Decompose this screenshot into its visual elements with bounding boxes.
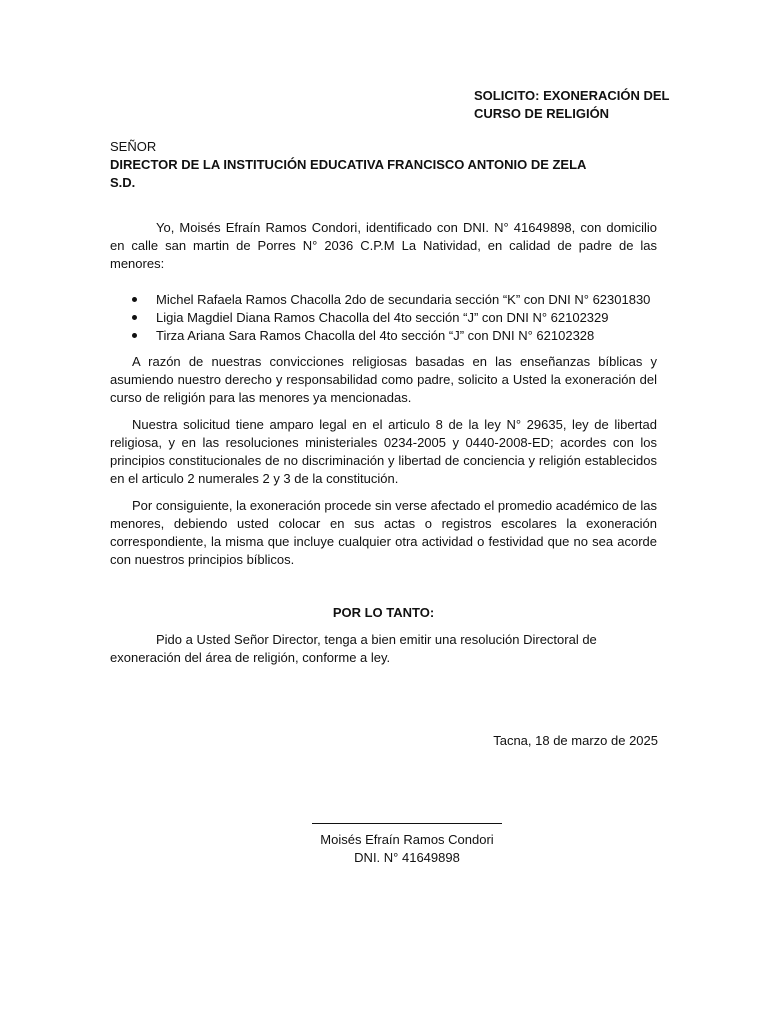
date-line: Tacna, 18 de marzo de 2025: [493, 733, 658, 748]
bullet-icon: [132, 315, 137, 320]
addressee-title: DIRECTOR DE LA INSTITUCIÓN EDUCATIVA FRANCISCO ANTONIO DE ZELA: [110, 157, 587, 172]
subject-line-2: CURSO DE RELIGIÓN: [474, 106, 610, 121]
reasons-paragraph: A razón de nuestras convicciones religiosas basadas en las enseñanzas bíblicas y asumiendo nuestro derecho y responsabilidad como padre, solicito a Usted la exoneración del curso de religión para las menores ya mencionadas.: [110, 354, 657, 405]
signature-line: [312, 823, 502, 824]
signature-block: [297, 831, 517, 867]
list-item: [132, 309, 672, 327]
list-item: [132, 291, 672, 309]
legal-basis-paragraph: Nuestra solicitud tiene amparo legal en el articulo 8 de la ley N° 29635, ley de libertad religiosa, y en las resoluciones ministeriales 0234-2005 y 0440-2008-ED; acordes con los principios constitucionales de no discriminación y libertad de conciencia y religión establecidos en el articulo 2 numerales 2 y 3 de la constitución.: [110, 417, 657, 486]
subject-line-1: SOLICITO: EXONERACIÓN DEL: [474, 88, 670, 103]
minor-entry: Michel Rafaela Ramos Chacolla 2do de secundaria sección “K” con DNI N° 62301830: [156, 292, 651, 307]
list-item: [132, 327, 672, 345]
bullet-icon: [132, 333, 137, 338]
subject-block: [474, 87, 674, 123]
request-paragraph: Pido a Usted Señor Director, tenga a bien emitir una resolución Directoral de exoneración del área de religión, conforme a ley.: [110, 632, 597, 665]
addressee-sd: S.D.: [110, 175, 136, 190]
addressee-block: [110, 138, 670, 192]
minor-entry: Tirza Ariana Sara Ramos Chacolla del 4to sección “J” con DNI N° 62102328: [156, 328, 595, 343]
minors-list: [132, 291, 672, 345]
minor-entry: Ligia Magdiel Diana Ramos Chacolla del 4to sección “J” con DNI N° 62102329: [156, 310, 609, 325]
intro-paragraph: Yo, Moisés Efraín Ramos Condori, identificado con DNI. N° 41649898, con domicilio en calle san martin de Porres N° 2036 C.P.M La Natividad, en calidad de padre de las menores:: [110, 220, 657, 271]
conclusion-heading: POR LO TANTO:: [332, 605, 435, 620]
signatory-name: Moisés Efraín Ramos Condori: [320, 832, 494, 847]
signatory-id: DNI. N° 41649898: [354, 850, 460, 865]
consequence-paragraph: Por consiguiente, la exoneración procede sin verse afectado el promedio académico de las menores, debiendo usted colocar en sus actas o registros escolares la exoneración correspondiente, la misma que incluye cualquier otra actividad o festividad que no sea acorde con nuestros principios bíblicos.: [110, 498, 657, 567]
salutation: SEÑOR: [110, 139, 157, 154]
bullet-icon: [132, 297, 137, 302]
